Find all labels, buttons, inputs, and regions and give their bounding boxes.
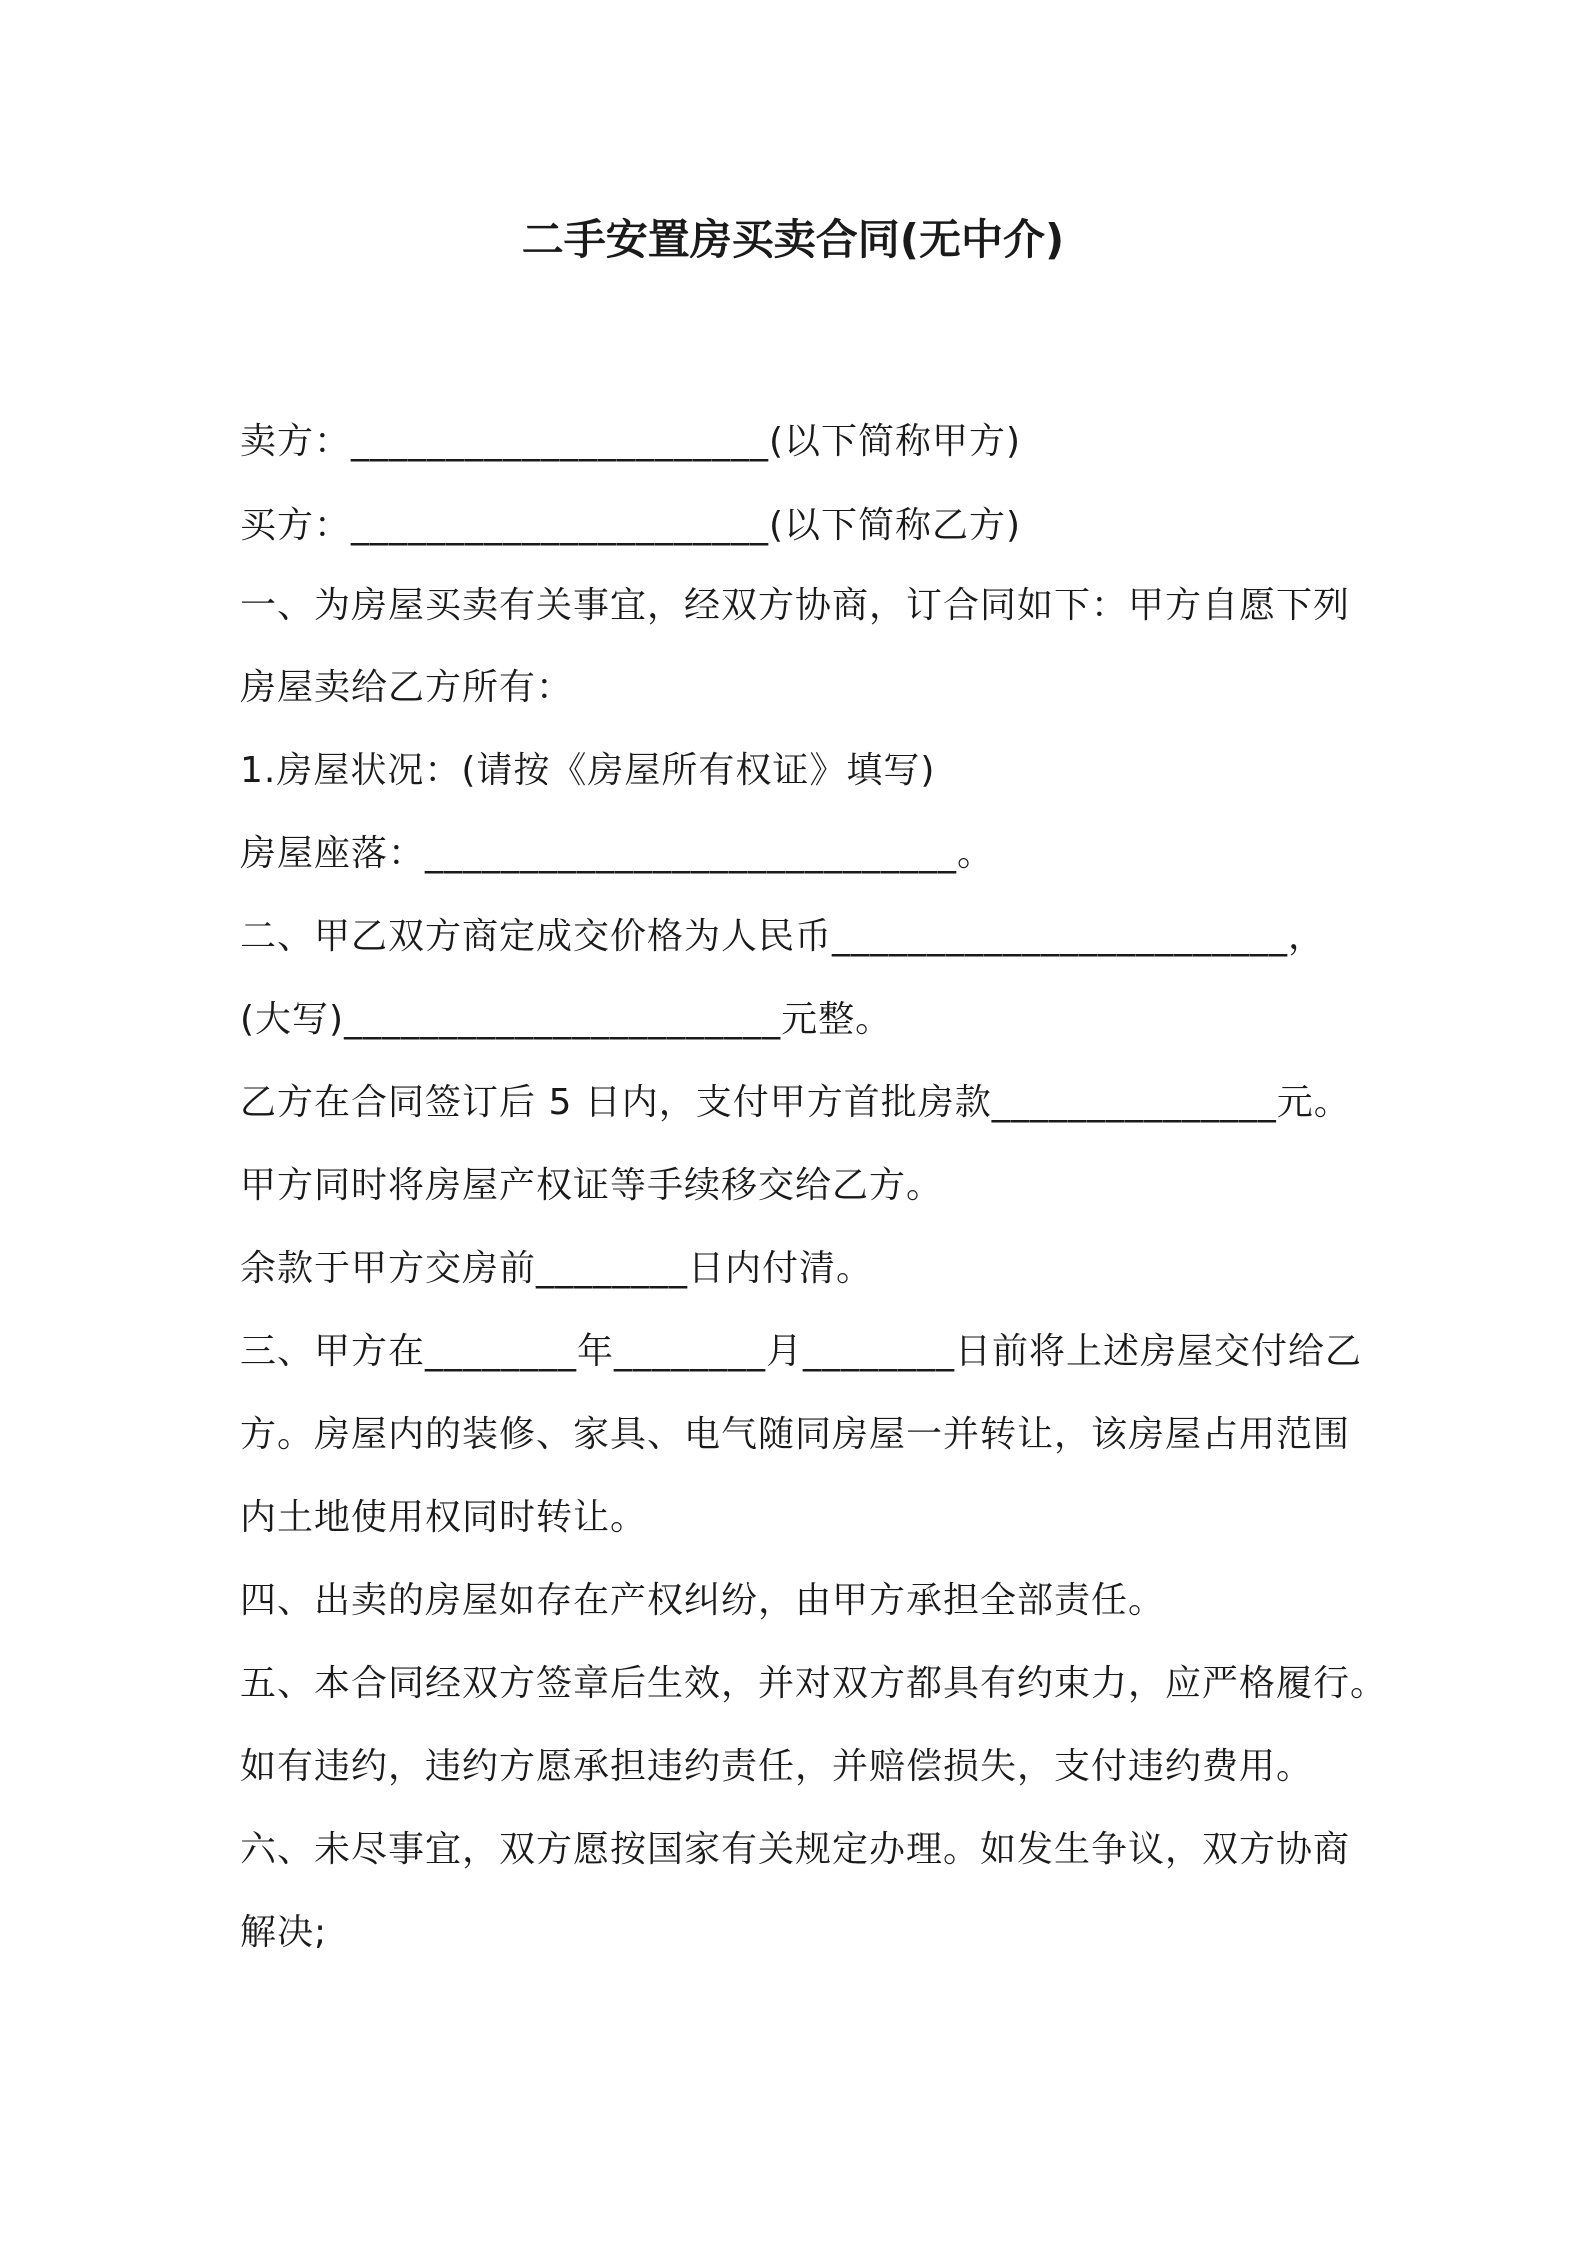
clause-2-line-4: 甲方同时将房屋产权证等手续移交给乙方。 [240, 1165, 944, 1206]
clause-6-line-1: 六、未尽事宜，双方愿按国家有关规定办理。如发生争议，双方协商 [240, 1829, 1351, 1870]
buyer-line: 买方：______________________(以下简称乙方) [240, 505, 1022, 546]
seller-line: 卖方：______________________(以下简称甲方) [240, 421, 1022, 462]
clause-5-line-2: 如有违约，违约方愿承担违约责任，并赔偿损失，支付违约费用。 [240, 1746, 1314, 1787]
clause-3-line-2: 方。房屋内的装修、家具、电气随同房屋一并转让，该房屋占用范围 [240, 1414, 1351, 1455]
clause-1-line-1: 一、为房屋买卖有关事宜，经双方协商，订合同如下：甲方自愿下列 [240, 585, 1351, 626]
clause-2-line-3: 乙方在合同签订后 5 日内，支付甲方首批房款_______________元。 [240, 1082, 1351, 1123]
clause-6-line-2: 解决; [240, 1912, 328, 1953]
clause-3-line-1: 三、甲方在________年________月________日前将上述房屋交付给乙 [240, 1331, 1363, 1372]
clause-2-line-5: 余款于甲方交房前________日内付清。 [240, 1248, 874, 1289]
clause-3-line-3: 内土地使用权同时转让。 [240, 1497, 648, 1538]
clause-2-line-1: 二、甲乙双方商定成交价格为人民币________________________， [240, 916, 1326, 957]
house-location-line: 房屋座落：____________________________。 [240, 833, 995, 874]
clause-5-line-1: 五、本合同经双方签章后生效，并对双方都具有约束力，应严格履行。 [240, 1663, 1388, 1704]
clause-1-line-2: 房屋卖给乙方所有： [240, 667, 574, 708]
clause-2-line-2: (大写)_______________________元整。 [240, 999, 893, 1040]
document-title: 二手安置房买卖合同(无中介) [521, 215, 1065, 264]
clause-4-line: 四、出卖的房屋如存在产权纠纷，由甲方承担全部责任。 [240, 1580, 1166, 1621]
house-condition-line: 1.房屋状况：(请按《房屋所有权证》填写) [240, 750, 936, 791]
